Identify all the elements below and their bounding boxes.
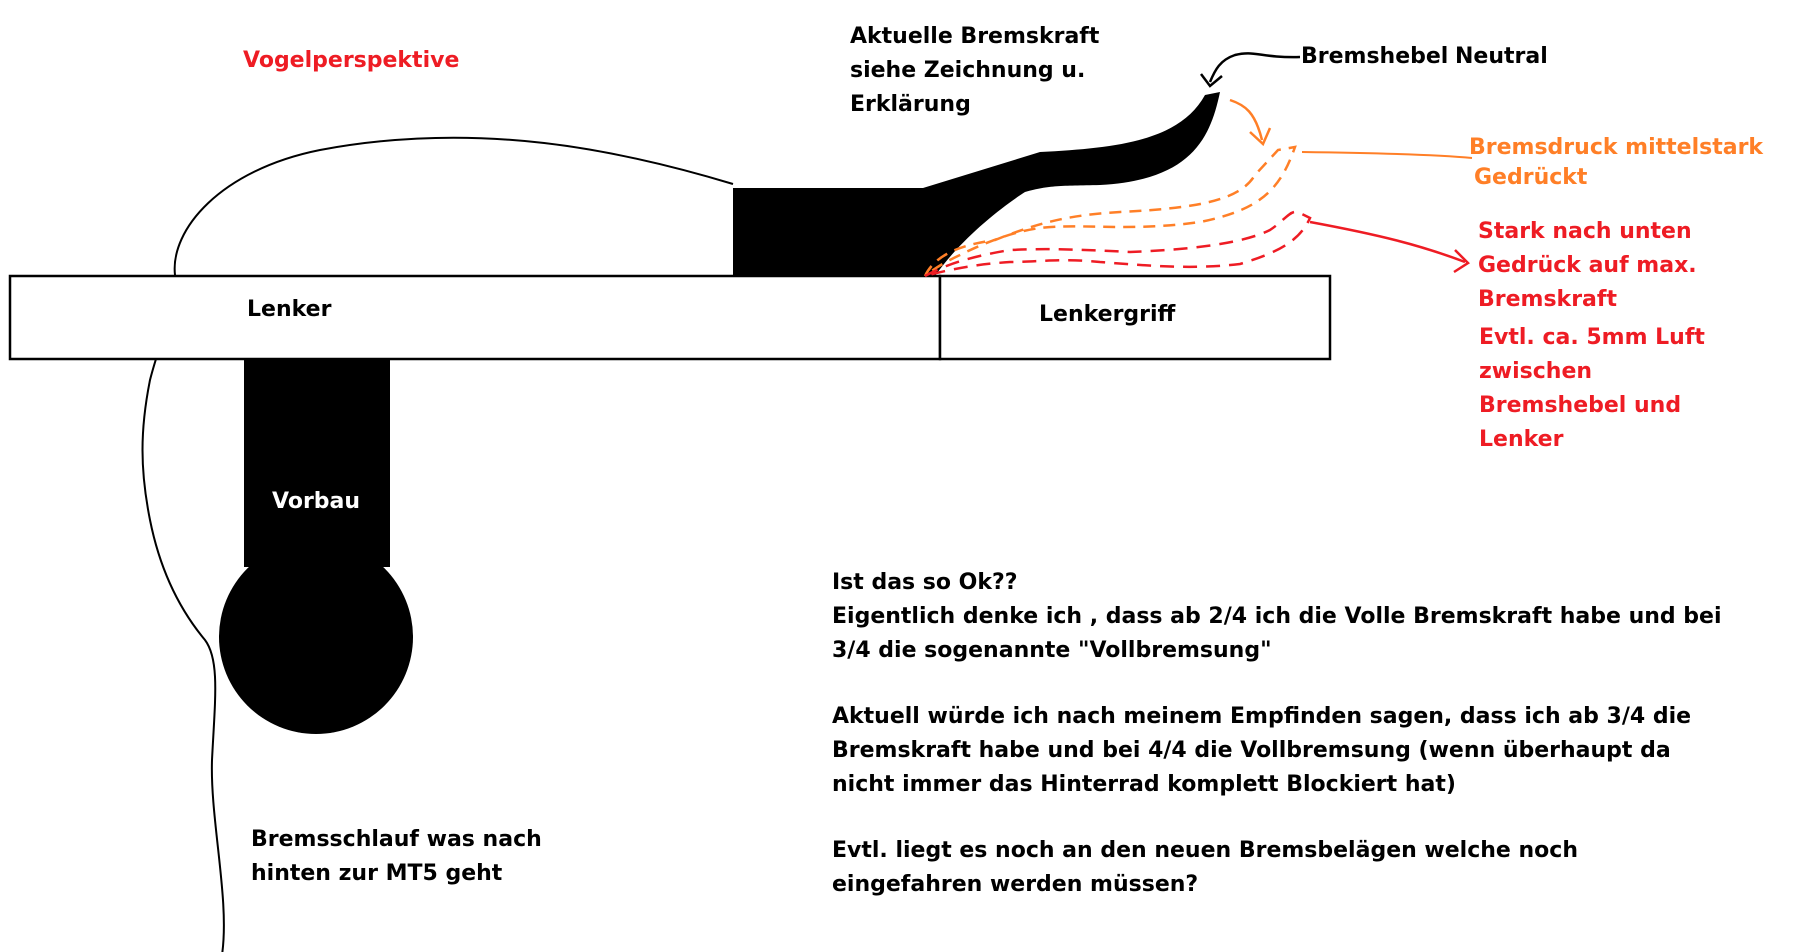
medium-arrow	[1230, 100, 1262, 140]
note-line: nicht immer das Hinterrad komplett Blockiert hat)	[832, 772, 1456, 797]
neutral-label: Neutral	[1455, 44, 1548, 69]
neutral-arrow	[1210, 53, 1300, 82]
stem-block	[244, 352, 390, 567]
note-line: Bremskraft habe und bei 4/4 die Vollbremsung (wenn überhaupt da	[832, 738, 1671, 763]
stem-label: Vorbau	[272, 489, 361, 514]
notes-block	[832, 566, 1722, 902]
gap-line: zwischen	[1479, 359, 1593, 384]
note-line: eingefahren werden müssen?	[832, 872, 1199, 897]
lever-clamp-block	[733, 188, 923, 276]
medium-pressure-line: Gedrückt	[1474, 165, 1588, 190]
note-spacer	[832, 802, 1722, 834]
current-force-line: siehe Zeichnung u.	[850, 58, 1086, 83]
medium-pressure-label	[1469, 133, 1763, 193]
hose-label	[251, 823, 542, 891]
strong-pressure-label	[1478, 215, 1697, 317]
view-title: Vogelperspektive	[243, 48, 460, 73]
current-force-line: Erklärung	[850, 92, 971, 117]
note-spacer	[832, 668, 1722, 700]
strong-pressure-line: Bremskraft	[1478, 287, 1617, 312]
note-line: Evtl. liegt es noch an den neuen Bremsbelägen welche noch	[832, 838, 1578, 863]
handlebar-label: Lenker	[247, 297, 332, 322]
current-force-label	[850, 20, 1099, 122]
stem-cap	[219, 540, 413, 734]
medium-pressure-line: Bremsdruck mittelstark	[1469, 135, 1764, 160]
strong-pointer	[1310, 222, 1465, 262]
note-line: Eigentlich denke ich , dass ab 2/4 ich die Volle Bremskraft habe und bei	[832, 604, 1722, 629]
gap-line: Evtl. ca. 5mm Luft	[1479, 325, 1705, 350]
gap-line: Bremshebel und	[1479, 393, 1682, 418]
handlebar	[10, 276, 940, 359]
strong-pressure-line: Stark nach unten	[1478, 219, 1692, 244]
gap-label	[1479, 321, 1705, 457]
hose-line: Bremsschlauf was nach	[251, 827, 542, 852]
medium-pointer	[1302, 152, 1472, 158]
strong-pressure-line: Gedrück auf max.	[1478, 253, 1697, 278]
note-line: 3/4 die sogenannte "Vollbremsung"	[832, 638, 1272, 663]
lever-label: Bremshebel	[1301, 44, 1449, 69]
note-line: Ist das so Ok??	[832, 570, 1018, 595]
grip-label: Lenkergriff	[1039, 302, 1176, 327]
current-force-line: Aktuelle Bremskraft	[850, 24, 1100, 49]
note-line: Aktuell würde ich nach meinem Empfinden sagen, dass ich ab 3/4 die	[832, 704, 1692, 729]
gap-line: Lenker	[1479, 427, 1564, 452]
hose-line: hinten zur MT5 geht	[251, 861, 503, 886]
